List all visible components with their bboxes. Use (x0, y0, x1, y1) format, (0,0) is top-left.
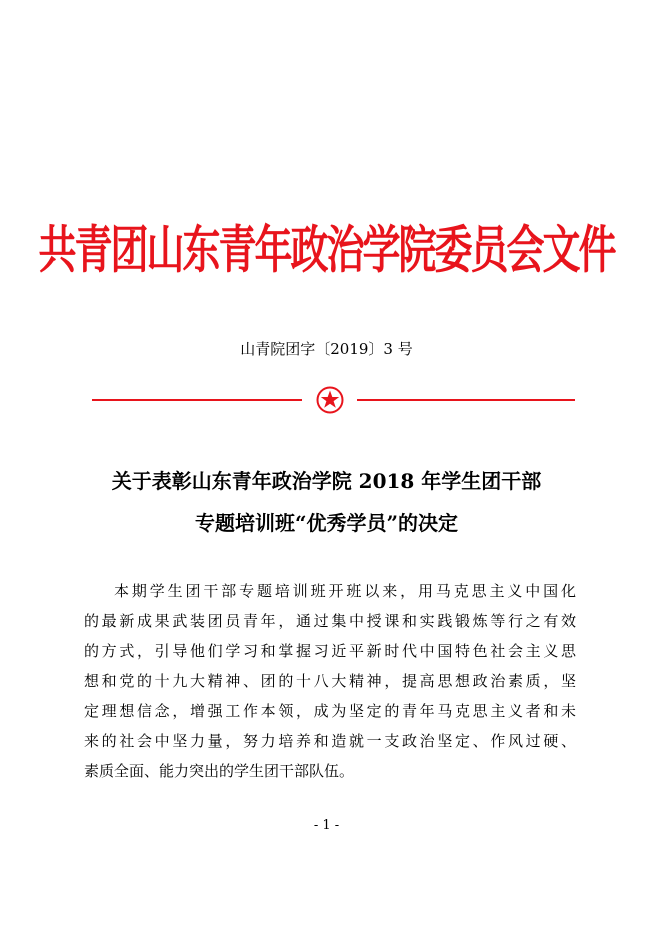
page-number: - 1 - (313, 818, 340, 833)
document-title-line-1: 关于表彰山东青年政治学院 2018 年学生团干部 (111, 469, 542, 493)
body-paragraph-line: 来的社会中坚力量，努力培养和造就一支政治坚定、作风过硬、 (84, 732, 576, 750)
star-circle-icon (316, 386, 344, 414)
document-title-line-2: 专题培训班“优秀学员”的决定 (194, 511, 458, 535)
body-paragraph-line: 本期学生团干部专题培训班开班以来，用马克思主义中国化 (114, 582, 576, 600)
body-paragraph-line: 定理想信念，增强工作本领，成为坚定的青年马克思主义者和未 (84, 702, 576, 720)
body-paragraph-line: 想和党的十九大精神、团的十八大精神，提高思想政治素质，坚 (84, 672, 576, 690)
document-number: 山青院团字〔2019〕3 号 (240, 340, 413, 358)
red-divider-right (357, 399, 575, 401)
document-body (84, 576, 576, 786)
document-masthead: 共青团山东青年政治学院委员会文件 (38, 220, 615, 280)
red-divider-left (92, 399, 302, 401)
body-paragraph-line: 的最新成果武装团员青年，通过集中授课和实践锻炼等行之有效 (84, 612, 576, 630)
body-paragraph-line: 的方式，引导他们学习和掌握习近平新时代中国特色社会主义思 (84, 642, 576, 660)
body-paragraph-line: 素质全面、能力突出的学生团干部队伍。 (84, 762, 355, 780)
